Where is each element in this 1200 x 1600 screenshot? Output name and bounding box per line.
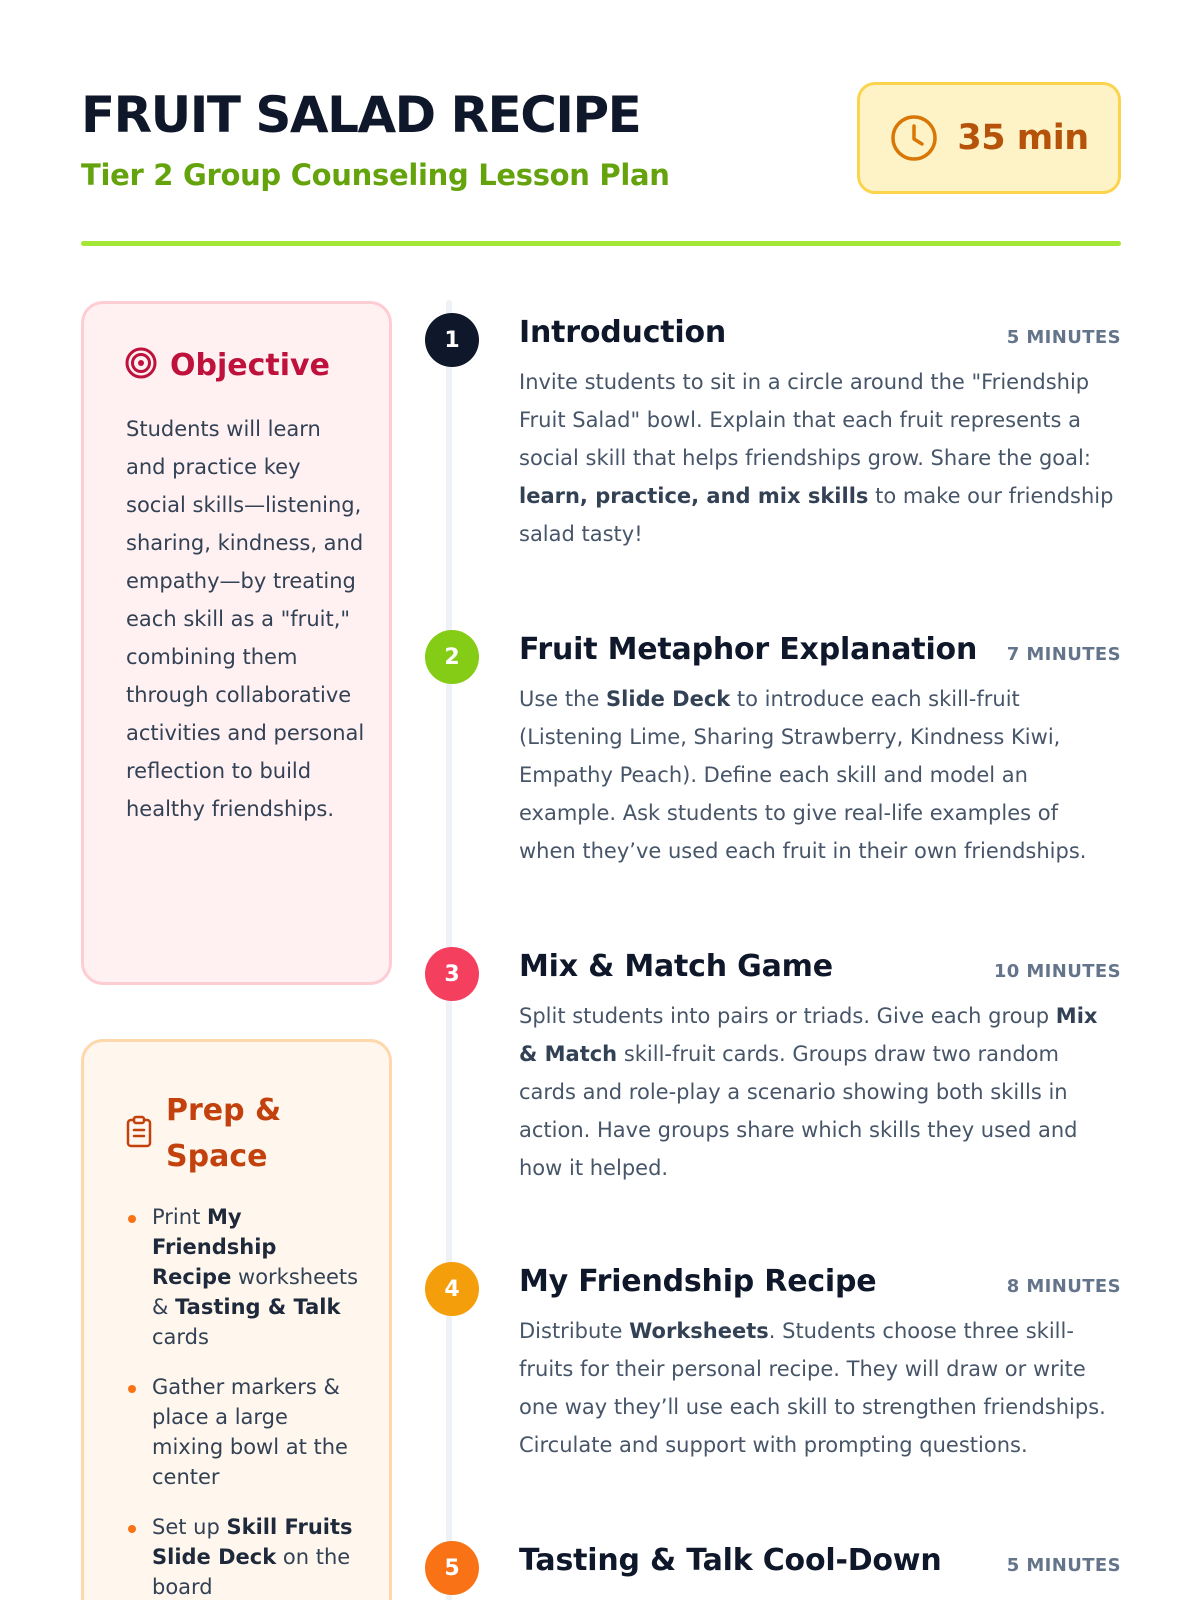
page-header <box>81 82 1121 202</box>
step-title: Tasting & Talk Cool-Down <box>519 1543 942 1578</box>
clock-icon <box>889 113 939 163</box>
step-title: Mix & Match Game <box>519 949 833 984</box>
step-number: 3 <box>425 947 479 1001</box>
prep-list <box>126 1202 361 1600</box>
page-subtitle: Tier 2 Group Counseling Lesson Plan <box>81 158 670 192</box>
objective-text: Students will learn and practice key social skills—listening, sharing, kindness, and empathy—by treating each skill as a "fruit," combining them through collaborative activities and personal reflection to build healthy friendships. <box>126 417 365 821</box>
step-number: 5 <box>425 1541 479 1595</box>
step-title: Introduction <box>519 315 727 350</box>
step-title: Fruit Metaphor Explanation <box>519 632 978 667</box>
step-number: 2 <box>425 630 479 684</box>
step-description: Invite students to sit in a circle around the "Friendship Fruit Salad" bowl. Explain that each fruit represents a social skill that helps friendships grow. Share the goal: learn, practice, and mix skills to make our friendship salad tasty! <box>519 370 1114 546</box>
step-title: My Friendship Recipe <box>519 1264 877 1299</box>
objective-heading: Objective <box>170 347 330 383</box>
step-duration: 10 MINUTES <box>993 961 1121 982</box>
step-number: 1 <box>425 313 479 367</box>
step-duration: 7 MINUTES <box>1006 644 1121 665</box>
page-title: FRUIT SALAD RECIPE <box>81 86 641 144</box>
prep-item: Print My Friendship Recipe worksheets & Tasting & Talk cards <box>126 1202 361 1352</box>
step-description: Use the Slide Deck to introduce each skill-fruit (Listening Lime, Sharing Strawberry, Kindness Kiwi, Empathy Peach). Define each skill and model an example. Ask students to give real-life examples of when they’ve used each fruit in their own friendships. <box>519 687 1087 863</box>
prep-card <box>81 1039 392 1600</box>
objective-header <box>124 346 330 384</box>
step-duration: 5 MINUTES <box>1006 327 1121 348</box>
objective-card <box>81 301 392 985</box>
step-number: 4 <box>425 1262 479 1316</box>
duration-value: 35 min <box>957 118 1089 158</box>
header-divider <box>81 241 1121 246</box>
prep-heading: Prep & Space <box>166 1093 282 1174</box>
step-duration: 8 MINUTES <box>1006 1276 1121 1297</box>
prep-item: Gather markers & place a large mixing bowl at the center <box>126 1372 361 1492</box>
step-description: Distribute Worksheets. Students choose three skill-fruits for their personal recipe. They will draw or write one way they’ll use each skill to strengthen friendships. Circulate and support with prompting questions. <box>519 1319 1106 1457</box>
duration-badge <box>857 82 1121 194</box>
prep-header <box>124 1088 286 1180</box>
prep-item: Set up Skill Fruits Slide Deck on the board <box>126 1512 361 1600</box>
step-description: Split students into pairs or triads. Give each group Mix & Match skill-fruit cards. Groups draw two random cards and role-play a scenario showing both skills in action. Have groups share which skills they used and how it helped. <box>519 1004 1098 1180</box>
clipboard-icon <box>124 1115 154 1153</box>
target-icon <box>124 346 158 384</box>
step-duration: 5 MINUTES <box>1006 1555 1121 1576</box>
